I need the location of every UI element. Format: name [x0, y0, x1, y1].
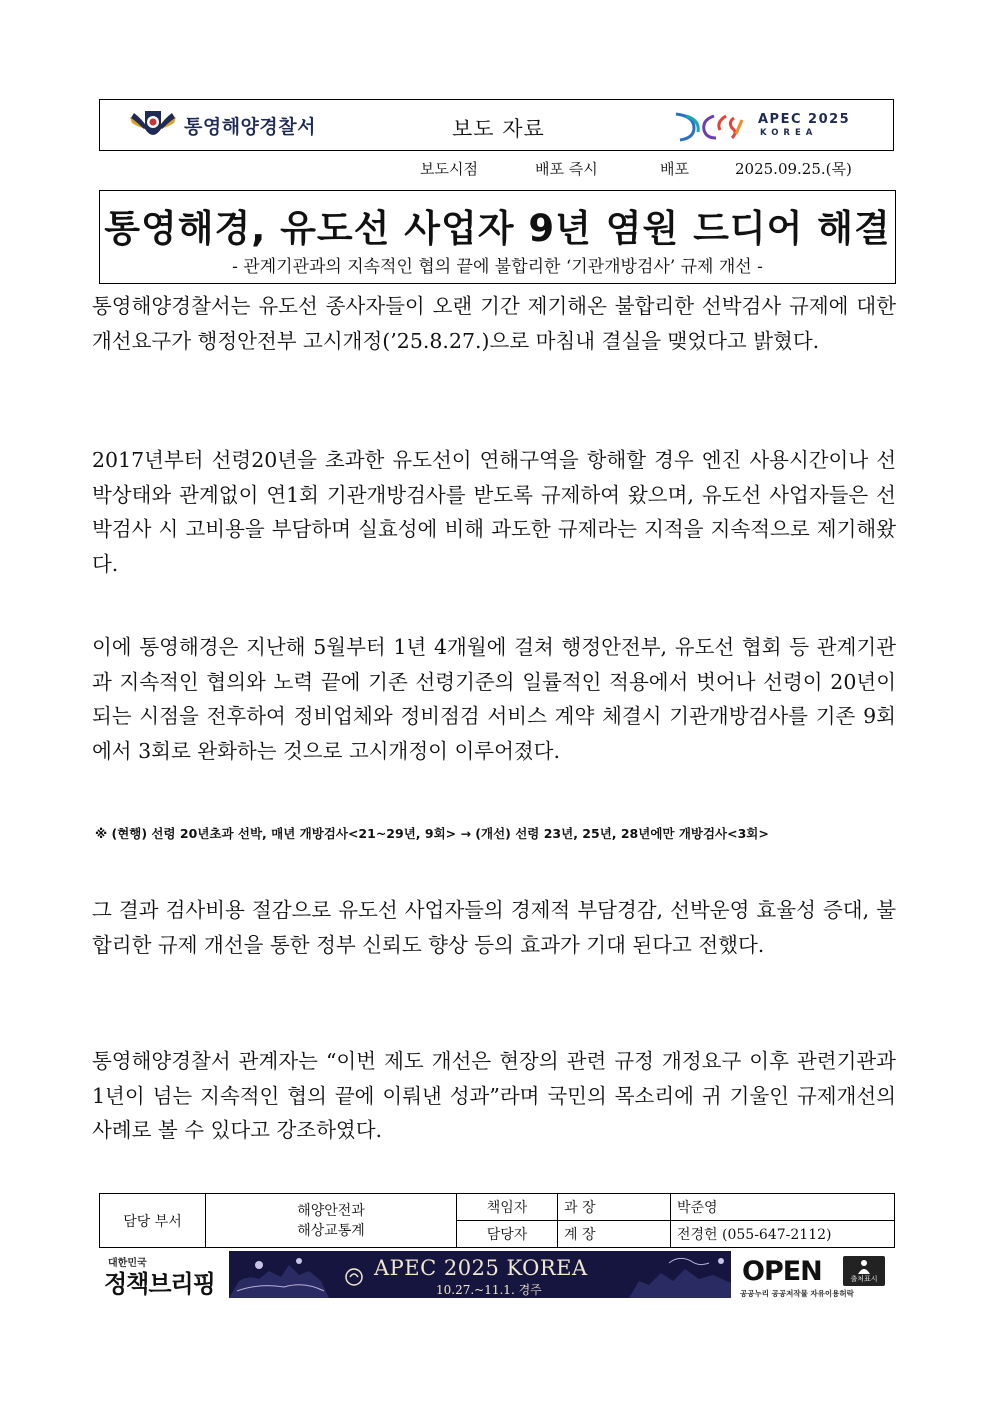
role-cell: 담당자: [457, 1221, 558, 1248]
person-icon: [856, 1258, 872, 1274]
body-paragraph-1: 통영해양경찰서는 유도선 종사자들이 오랜 기간 제기해온 불합리한 선박검사 규제에 대한 개선요구가 행정안전부 고시개정(’25.8.27.)으로 마침내 결실을 맺었다고 밝혔다.: [92, 294, 896, 353]
person-cell: 전경헌 (055-647-2112): [671, 1221, 895, 1248]
body-paragraph-5: 통영해양경찰서 관계자는 “이번 제도 개선은 현장의 관련 규정 개정요구 이후 관련기관과 1년이 넘는 지속적인 협의 끝에 이뤄낸 성과”라며 국민의 목소리에 귀 기울인 규제개선의 사례로 볼 수 있다고 강조하였다.: [92, 1049, 896, 1142]
role-cell: 책임자: [457, 1194, 558, 1221]
coast-guard-emblem-icon: [128, 107, 178, 145]
apec-logo-icon: [672, 108, 750, 144]
banner-title: APEC 2025 KOREA: [374, 1256, 588, 1280]
person-cell: 박준영: [671, 1194, 895, 1221]
dept-label: 담당 부서: [100, 1194, 206, 1248]
contact-table: [99, 1193, 895, 1248]
dept-line-2: 해상교통계: [297, 1222, 365, 1239]
distribution-date: 2025.09.25.(목): [735, 160, 852, 178]
apec-subtitle: KOREA: [760, 128, 818, 138]
dept-name: [206, 1194, 457, 1248]
position-cell: 계 장: [558, 1221, 671, 1248]
attribution-badge-label: 출처표시: [850, 1275, 878, 1283]
regulation-note: ※ (현행) 선령 20년초과 선박, 매년 개방검사<21~29년, 9회> → (개선) 선령 23년, 25년, 28년에만 개방검사<3회>: [95, 826, 769, 841]
release-row: [420, 158, 852, 179]
release-time-value: 배포 즉시: [535, 160, 598, 178]
org-name: 통영해양경찰서: [184, 116, 316, 138]
body-paragraph-4: 그 결과 검사비용 절감으로 유도선 사업자들의 경제적 부담경감, 선박운영 효율성 증대, 불합리한 규제 개선을 통한 정부 신뢰도 향상 등의 효과가 기대 된다고 전했다.: [92, 898, 896, 957]
policy-briefing-logo: 정책브리핑: [104, 1270, 215, 1298]
doc-type-label: 보도 자료: [452, 117, 545, 141]
distribution-label: 배포: [660, 160, 689, 178]
open-license-caption: 공공누리 공공저작물 자유이용허락: [740, 1289, 854, 1298]
body-paragraph-2: 2017년부터 선령20년을 초과한 유도선이 연해구역을 항해할 경우 엔진 사용시간이나 선박상태와 관계없이 연1회 기관개방검사를 받도록 규제하여 왔으며, 유도선 사업자들은 선박검사 시 고비용을 부담하며 실효성에 비해 과도한 규제라는 지적을 지속적으로 제기해왔다.: [92, 448, 896, 576]
apec-title: APEC 2025: [758, 112, 851, 127]
headline-subtitle: - 관계기관과의 지속적인 협의 끝에 불합리한 ‘기관개방검사’ 규제 개선 -: [232, 257, 763, 277]
open-license-logo: OPEN: [742, 1256, 822, 1287]
table-row: [100, 1194, 895, 1221]
headline-title: 통영해경, 유도선 사업자 9년 염원 드디어 해결: [104, 207, 891, 250]
position-cell: 과 장: [558, 1194, 671, 1221]
policy-briefing-small-text: 대한민국: [108, 1258, 147, 1269]
banner-date: 10.27.~11.1. 경주: [436, 1283, 542, 1297]
dept-line-1: 해양안전과: [297, 1202, 365, 1219]
body-paragraph-3: 이에 통영해경은 지난해 5월부터 1년 4개월에 걸쳐 행정안전부, 유도선 협회 등 관계기관과 지속적인 협의와 노력 끝에 기존 선령기준의 일률적인 적용에서 벗어나 선령이 20년이 되는 시점을 전후하여 정비업체와 정비점검 서비스 계약 체결시 기관개방검사를 기존 9회에서 3회로 완화하는 것으로 고시개정이 이루어졌다.: [92, 635, 896, 763]
attribution-badge: [843, 1256, 885, 1286]
release-time-label: 보도시점: [420, 160, 478, 178]
